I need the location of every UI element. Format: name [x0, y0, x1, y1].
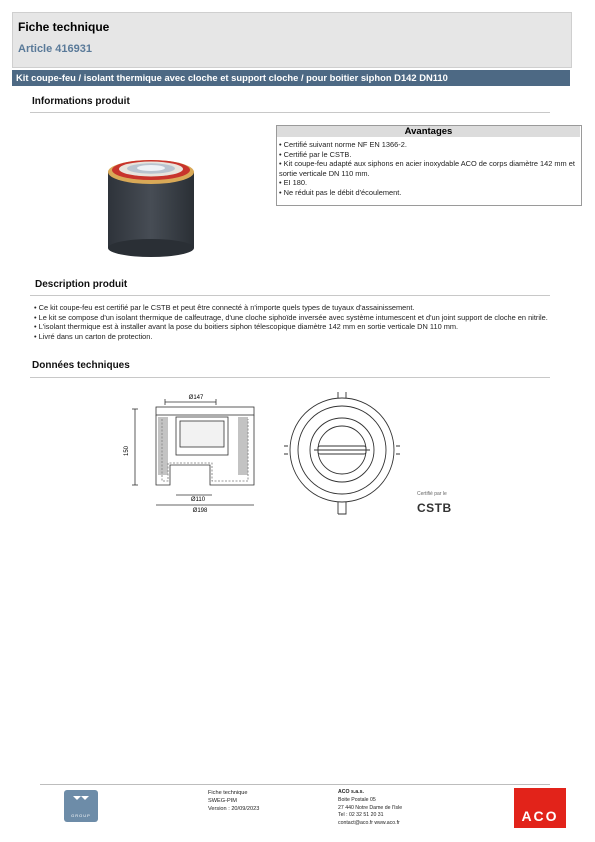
article-number: Article 416931	[18, 43, 92, 55]
section-technical-heading: Données techniques	[32, 360, 130, 371]
footer-line: Version : 20/09/2023	[208, 805, 260, 812]
section-info-rule	[30, 112, 550, 113]
dim-outer-label: Ø198	[192, 508, 208, 514]
advantage-item: • EI 180.	[279, 178, 308, 188]
doc-type: Fiche technique	[18, 20, 110, 34]
advantages-list	[279, 140, 575, 198]
footer-doc-info	[208, 790, 259, 813]
section-info-heading: Informations produit	[32, 96, 130, 107]
group-logo-icon	[64, 790, 98, 810]
description-item: • Le kit se compose d'un isolant thermique de calfeutrage, d'une cloche siphoïde inversée avec système intumescent et d'un joint support de cloche en nitrile.	[34, 312, 548, 322]
advantage-item: • Ne réduit pas le débit d'écoulement.	[279, 187, 402, 197]
description-item: • L'isolant thermique est à installer avant la pose du boitiers siphon télescopique diamètre 142 mm en sortie verticale DN 110 mm.	[34, 322, 459, 332]
footer-line: Tel : 02 32 51 20 31	[338, 812, 384, 819]
footer-rule	[40, 784, 550, 785]
footer-line[interactable]: contact@aco.fr www.aco.fr	[338, 820, 400, 827]
dim-height-label: 150	[124, 445, 130, 457]
cstb-caption: Certifié par le	[417, 491, 447, 497]
aco-logo-text: ACO	[521, 808, 559, 824]
footer-line: Boite Postale 05	[338, 796, 376, 803]
section-description-rule	[30, 295, 550, 296]
section-drawing	[120, 385, 270, 515]
product-image	[96, 140, 216, 270]
top-view-drawing	[284, 392, 400, 516]
description-item: • Ce kit coupe-feu est certifié par le CSTB et peut être connecté à n'importe quels types de tuyaux d'assainissement.	[34, 303, 415, 312]
dim-inner-label: Ø110	[190, 497, 206, 503]
footer-line: Fiche technique	[208, 790, 248, 796]
footer-company-info	[338, 789, 402, 828]
cstb-logo: CSTB	[417, 501, 452, 515]
description-item: • Livré dans un carton de protection.	[34, 332, 153, 342]
advantage-item: • Kit coupe-feu adapté aux siphons en acier inoxydable ACO de corps diamètre 142 mm et sortie verticale DN 110 mm.	[279, 159, 575, 178]
dim-top-label: Ø147	[188, 395, 204, 401]
footer-line: SWEG-PIM	[208, 797, 237, 804]
advantages-title: Avantages	[404, 126, 453, 137]
group-logo-text: GROUP	[71, 813, 91, 818]
footer-line: 27 440 Notre Dame de l'Isle	[338, 804, 403, 811]
advantage-item: • Certifié par le CSTB.	[279, 149, 352, 159]
section-technical-rule	[30, 377, 550, 378]
description-list	[34, 303, 554, 342]
section-description-heading: Description produit	[35, 279, 128, 290]
advantage-item: • Certifié suivant norme NF EN 1366-2.	[279, 140, 407, 149]
footer-line: ACO s.a.s.	[338, 789, 364, 795]
product-title: Kit coupe-feu / isolant thermique avec cloche et support cloche / pour boitier siphon D142 DN110	[16, 72, 448, 83]
